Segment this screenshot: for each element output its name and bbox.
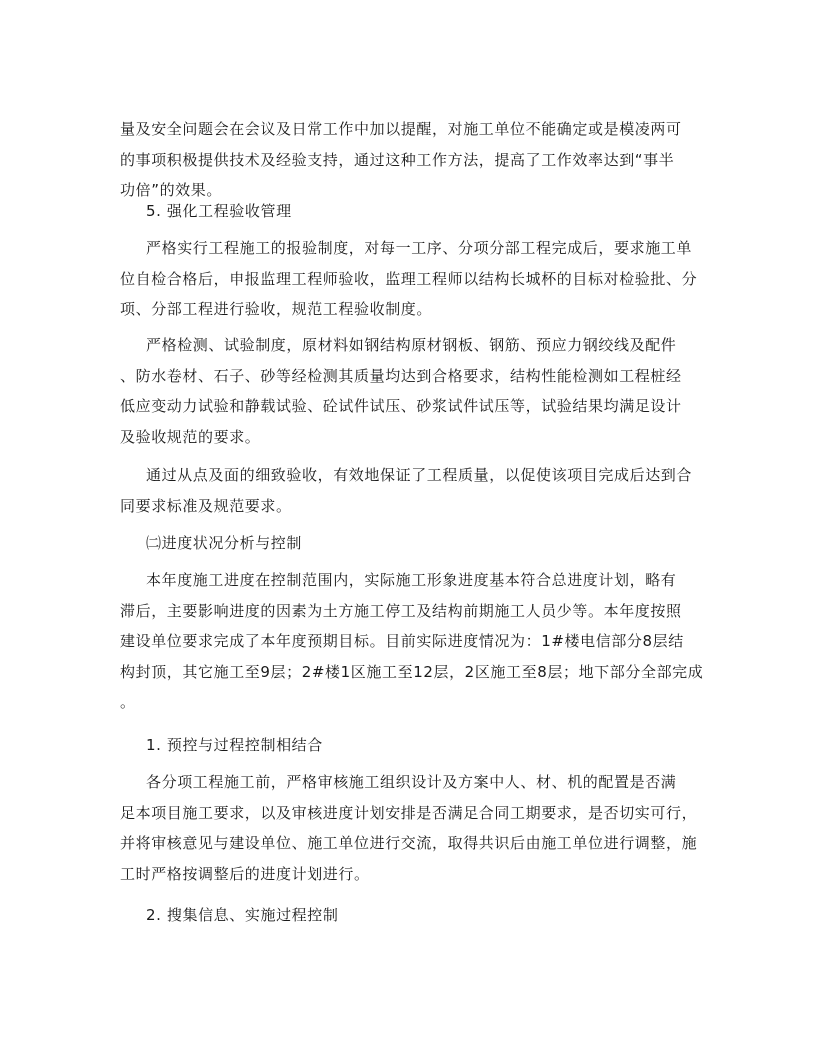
section-heading-precontrol bbox=[120, 730, 700, 761]
paragraph-line: 、防水卷材、石子、砂等经检测其质量均达到合格要求，结构性能检测如工程桩经 bbox=[120, 366, 682, 385]
heading-text: ㈡进度状况分析与控制 bbox=[146, 534, 303, 552]
heading-text: 5. 强化工程验收管理 bbox=[146, 202, 292, 220]
paragraph-line: 低应变动力试验和静载试验、砼试件试压、砂浆试件试压等，试验结果均满足设计 bbox=[120, 397, 682, 415]
paragraph-line: 位自检合格后，申报监理工程师验收，监理工程师以结构长城杯的目标对检验批、分 bbox=[120, 269, 698, 288]
paragraph-precontrol-review bbox=[120, 767, 700, 889]
paragraph-testing-system bbox=[120, 330, 700, 452]
heading-text: 2. 搜集信息、实施过程控制 bbox=[146, 906, 339, 924]
paragraph-quality-assurance bbox=[120, 460, 700, 521]
paragraph-line: 各分项工程施工前，严格审核施工组织设计及方案中人、材、机的配置是否满 bbox=[146, 773, 677, 791]
paragraph-inspection-system bbox=[120, 233, 700, 325]
paragraph-line: 并将审核意见与建设单位、施工单位进行交流，取得共识后由施工单位进行调整，施 bbox=[120, 834, 698, 852]
paragraph-line: 。 bbox=[120, 693, 136, 711]
paragraph-line: 项、分部工程进行验收，规范工程验收制度。 bbox=[120, 300, 433, 318]
section-heading-information bbox=[120, 900, 700, 931]
paragraph-line: 足本项目施工要求，以及审核进度计划安排是否满足合同工期要求，是否切实可行， bbox=[120, 803, 698, 822]
paragraph-line: 通过从点及面的细致验收，有效地保证了工程质量，以促使该项目完成后达到合 bbox=[146, 466, 693, 484]
paragraph-line: 构封顶，其它施工至9层；2#楼1区施工至12层，2区施工至8层；地下部分全部完成 bbox=[120, 662, 704, 681]
paragraph-line: 严格实行工程施工的报验制度，对每一工序、分项分部工程完成后，要求施工单 bbox=[146, 239, 693, 257]
paragraph-line: 的事项积极提供技术及经验支持，通过这种工作方法，提高了工作效率达到“事半 bbox=[120, 150, 675, 169]
paragraph-line: 滞后，主要影响进度的因素为土方施工停工及结构前期施工人员少等。本年度按照 bbox=[120, 601, 682, 620]
section-heading-acceptance bbox=[120, 196, 700, 227]
paragraph-line: 工时严格按调整后的进度计划进行。 bbox=[120, 864, 370, 883]
heading-text: 1. 预控与过程控制相结合 bbox=[146, 736, 323, 754]
paragraph-line: 建设单位要求完成了本年度预期目标。目前实际进度情况为：1#楼电信部分8层结 bbox=[120, 632, 684, 650]
paragraph-line: 功倍”的效果。 bbox=[120, 181, 222, 199]
paragraph-line: 量及安全问题会在会议及日常工作中加以提醒，对施工单位不能确定或是模凌两可 bbox=[120, 120, 682, 138]
paragraph-line: 严格检测、试验制度，原材料如钢结构原材钢板、钢筋、预应力钢绞线及配件 bbox=[146, 336, 677, 354]
paragraph-line: 本年度施工进度在控制范围内，实际施工形象进度基本符合总进度计划，略有 bbox=[146, 571, 677, 589]
paragraph-progress-status bbox=[120, 565, 704, 718]
paragraph-line: 同要求标准及规范要求。 bbox=[120, 496, 292, 515]
paragraph-meeting-reminders bbox=[120, 114, 700, 206]
paragraph-line: 及验收规范的要求。 bbox=[120, 427, 261, 446]
section-heading-progress bbox=[120, 528, 700, 559]
